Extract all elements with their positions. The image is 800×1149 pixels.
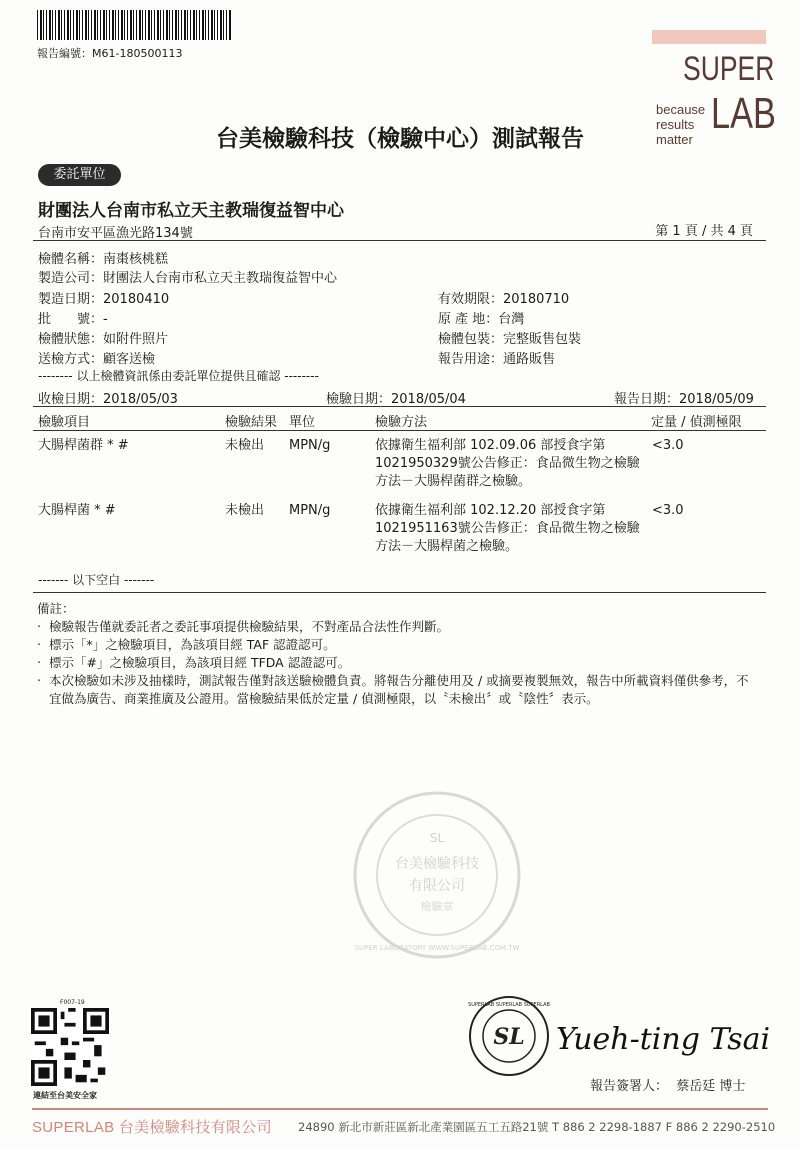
report-usage: 報告用途：通路販售 [438, 352, 556, 367]
report-title: 台美檢驗科技（檢驗中心）測試報告 [216, 126, 584, 152]
note-item: ‧ 檢驗報告僅就委託者之委託事項提供檢驗結果，不對產品合法性作判斷。 [37, 619, 450, 634]
col-limit: 定量 / 偵測極限 [651, 415, 742, 430]
note-item: ‧ 標示「*」之檢驗項目，為該項目經 TAF 認證認可。 [37, 637, 336, 652]
report-number: 報告編號：M61-180500113 [37, 47, 183, 60]
qr-caption: 連結至台美安全家 [33, 1091, 97, 1100]
note-item: ‧ 標示「#」之檢驗項目，為該項目經 TFDA 認證認可。 [37, 655, 351, 670]
page-info: 第 1 頁 / 共 4 頁 [655, 224, 753, 239]
sample-maker: 製造公司：財團法人台南市私立天主教瑞復益智中心 [38, 271, 338, 286]
blank-note: ------- 以下空白 ------- [38, 573, 155, 587]
sample-name: 檢體名稱：南棗核桃糕 [38, 252, 169, 267]
row1-item: 大腸桿菌群 * # [38, 438, 129, 453]
logo-lab: LAB [711, 89, 776, 138]
send-method: 送檢方式：顧客送檢 [38, 352, 156, 367]
client-address: 台南市安平區漁光路134號 [38, 226, 193, 241]
report-date: 報告日期：2018/05/09 [614, 392, 754, 407]
col-unit: 單位 [289, 415, 316, 430]
handwritten-signature [552, 1005, 771, 1065]
col-result: 檢驗結果 [225, 415, 278, 430]
notes: 備註： ‧ 檢驗報告僅就委託者之委託事項提供檢驗結果，不對產品合法性作判斷。 ‧ 標示「*」之檢驗項目，為該項目經 TAF 認證認可。 ‧ 標示「#」之檢驗項目，為該項目經 TFDA 認證認可。 ‧ 本次檢驗如未涉及抽樣時，測試報告僅對該送驗檢體負責。將報告分離使用及 / 或摘要複製無效，報告中所載資料僅供參考，不宜做為廣告、商業推廣及公證用。當檢驗結果低於定量 / 偵測極限，以〝未檢出〞或〝陰性〞表示。 [37, 600, 757, 708]
seal-line3: 檢驗章 [420, 900, 454, 913]
table-bottom-rule [33, 592, 766, 593]
client-name: 財團法人台南市私立天主教瑞復益智中心 [38, 201, 344, 221]
expiry-date: 有效期限：20180710 [438, 292, 570, 307]
qr-code-label: F007-19 [60, 999, 85, 1006]
row1-unit: MPN/g [289, 438, 331, 453]
logo-super: SUPER [683, 50, 775, 88]
svg-text:SL: SL [493, 1024, 525, 1050]
table-header-rule [33, 430, 766, 431]
origin: 原 產 地：台灣 [438, 312, 525, 327]
seal-line2: 有限公司 [409, 878, 465, 894]
batch-no: 批 號：- [38, 312, 108, 327]
row1-limit: <3.0 [652, 438, 684, 453]
note-item: ‧ 本次檢驗如未涉及抽樣時，測試報告僅對該送驗檢體負責。將報告分離使用及 / 或摘要複製無效，報告中所載資料僅供參考，不宜做為廣告、商業推廣及公證用。當檢驗結果低於定量 / 偵測極限，以〝未檢出〞或〝陰性〞表示。 [37, 673, 749, 706]
mfg-date: 製造日期：20180410 [38, 292, 170, 307]
sample-package: 檢體包裝：完整販售包裝 [438, 332, 582, 347]
barcode [37, 10, 232, 40]
row2-item: 大腸桿菌 * # [38, 503, 116, 518]
sl-stamp [468, 995, 550, 1077]
footer-logo: SUPERLAB 台美檢驗科技有限公司 [32, 1119, 272, 1136]
qr-code[interactable] [31, 1008, 109, 1086]
provided-note: -------- 以上檢體資訊係由委託單位提供且確認 -------- [38, 369, 319, 383]
col-method: 檢驗方法 [375, 415, 428, 430]
svg-text:SUPERLAB SUPERLAB SUPERLAB: SUPERLAB SUPERLAB SUPERLAB [468, 1002, 550, 1008]
seal-ring: SUPER LABORATORY WWW.SUPERLAB.COM.TW [354, 944, 520, 952]
sample-state: 檢體狀態：如附件照片 [38, 332, 169, 347]
client-badge: 委託單位 [38, 164, 121, 186]
row2-method: 依據衛生福利部 102.12.20 部授食字第 1021951163號公告修正：食品微生物之檢驗 方法－大腸桿菌之檢驗。 [375, 503, 640, 554]
received-date: 收檢日期：2018/05/03 [38, 392, 178, 407]
divider [33, 240, 766, 241]
col-item: 檢驗項目 [38, 415, 91, 430]
seal-line1: 台美檢驗科技 [395, 856, 479, 872]
svg-text:Yueh-ting Tsai: Yueh-ting Tsai [556, 1022, 771, 1057]
table-top-rule [33, 406, 766, 407]
footer-address: 24890 新北市新莊區新北產業園區五工五路21號 T 886 2 2298-1887 F 886 2 2290-2510 [298, 1120, 776, 1134]
embossed-seal [352, 790, 522, 960]
row1-result: 未檢出 [225, 438, 265, 453]
test-date: 檢驗日期：2018/05/04 [326, 392, 466, 407]
logo-bar [652, 30, 766, 44]
seal-center: SL [429, 831, 445, 845]
logo-tagline: because results matter [656, 102, 706, 147]
row1-method: 依據衛生福利部 102.09.06 部授食字第 1021950329號公告修正：食品微生物之檢驗 方法－大腸桿菌群之檢驗。 [375, 438, 640, 489]
row2-result: 未檢出 [225, 503, 265, 518]
row2-unit: MPN/g [289, 503, 331, 518]
footer-rule [32, 1108, 768, 1110]
row2-limit: <3.0 [652, 503, 684, 518]
signer: 報告簽署人： 蔡岳廷 博士 [590, 1079, 746, 1094]
